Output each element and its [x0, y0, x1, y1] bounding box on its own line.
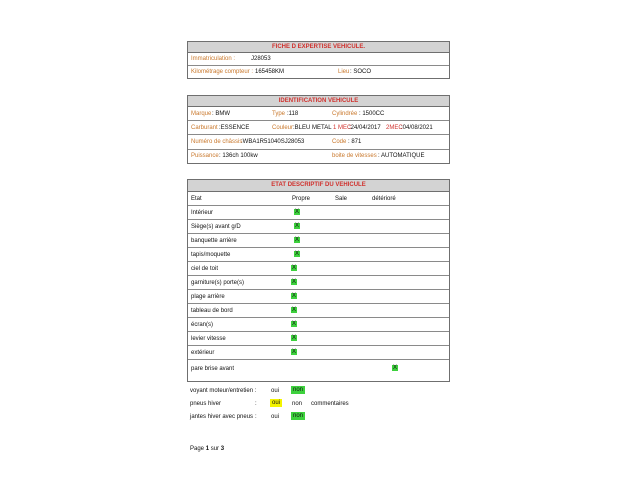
footer-page-num: 1: [205, 446, 210, 452]
table-row: [188, 206, 449, 220]
jantes-non: non: [293, 413, 304, 419]
propre-mark: X: [292, 293, 297, 299]
pneus-colon: :: [255, 401, 257, 407]
propre-mark: X: [292, 321, 297, 327]
table-row: [188, 290, 449, 304]
row-label: écran(s): [191, 322, 214, 328]
row-label: pare brise avant: [191, 366, 235, 372]
ident-row-puissance: [188, 150, 449, 163]
type-label: Type: [272, 111, 286, 117]
marque-value: : BMW: [212, 111, 230, 117]
jantes-label: jantes hiver avec pneus: [190, 414, 254, 420]
fiche-row-km: [188, 66, 449, 78]
row-label: tableau de bord: [191, 308, 233, 314]
voyant-label: voyant moteur/entretien :: [190, 388, 257, 394]
table-row: [188, 346, 449, 360]
propre-mark: X: [292, 335, 297, 341]
row-label: Intérieur: [191, 210, 214, 216]
ident-title: IDENTIFICATION VEHICULE: [278, 98, 359, 104]
table-row: [188, 360, 449, 379]
etat-descriptif-table: [187, 179, 450, 382]
row-label: ciel de toit: [191, 266, 219, 272]
row-label: levier vitesse: [191, 336, 226, 342]
header-propre: Propre: [292, 196, 311, 202]
jantes-oui: oui: [271, 414, 280, 420]
km-value: 165458KM: [255, 69, 285, 75]
ident-row-chassis: [188, 135, 449, 150]
mec2-value: :04/08/2021: [401, 125, 433, 131]
mec1-label: 1 MEC: [333, 125, 352, 131]
etat-title: ETAT DESCRIPTIF DU VEHICULE: [271, 182, 366, 188]
ident-title-row: [188, 96, 449, 107]
code-value: : 871: [348, 139, 362, 145]
row-label: Siège(s) avant g/D: [191, 224, 241, 230]
table-row: [188, 332, 449, 346]
footer-sur-word: sur: [210, 446, 220, 452]
pneus-oui: oui: [272, 400, 281, 406]
etat-title-row: [188, 180, 449, 192]
chassis-label: Numéro de châssis: [191, 139, 243, 145]
code-label: Code: [332, 139, 347, 145]
propre-mark: X: [292, 265, 297, 271]
couleur-label: Couleur: [272, 125, 294, 131]
lieu-label: Lieu: [338, 69, 350, 75]
row-label: tapis/moquette: [191, 252, 231, 258]
table-row: [188, 304, 449, 318]
table-row: [188, 248, 449, 262]
propre-mark: X: [295, 223, 300, 229]
carburant-label: Carburant: [191, 125, 218, 131]
ident-row-carburant: [188, 121, 449, 135]
mec2-label: 2MEC: [386, 125, 403, 131]
propre-mark: X: [295, 209, 300, 215]
type-value: :118: [287, 111, 299, 117]
row-label: plage arrière: [191, 294, 225, 300]
chassis-value: :WBA1R51040SJ28053: [241, 139, 305, 145]
propre-mark: X: [292, 279, 297, 285]
pneus-non: non: [292, 401, 303, 407]
ident-row-marque: [188, 107, 449, 121]
footer-page-word: Page: [190, 446, 205, 452]
pneus-label: pneus hiver: [190, 401, 222, 407]
fiche-expertise-table: [187, 41, 450, 79]
propre-mark: X: [292, 307, 297, 313]
header-etat: Etat: [191, 196, 202, 202]
deteriore-mark: X: [393, 365, 398, 371]
row-label: extérieur: [191, 350, 215, 356]
propre-mark: X: [295, 251, 300, 257]
commentaires-label: commentaires: [311, 401, 349, 407]
immat-label: Immatriculation :: [191, 56, 236, 62]
voyant-non: non: [293, 387, 304, 393]
header-deteriore: détérioré: [372, 196, 396, 202]
footer-page-total: 3: [220, 446, 225, 452]
jantes-colon: :: [255, 414, 257, 420]
fiche-title: FICHE D EXPERTISE VEHICULE.: [271, 44, 365, 50]
fiche-row-immat: [188, 53, 449, 66]
fiche-title-row: [188, 42, 449, 53]
propre-mark: X: [295, 237, 300, 243]
puissance-value: : 136ch 100kw: [219, 153, 258, 159]
lieu-value: : SOCO: [350, 69, 372, 75]
row-label: garniture(s) porte(s): [191, 280, 245, 286]
km-label: Kilométrage compteur :: [191, 69, 254, 75]
table-row: [188, 318, 449, 332]
row-label: banquette arrière: [191, 238, 237, 244]
mec1-value: :24/04/2017: [349, 125, 381, 131]
cylindree-value: : 1500CC: [359, 111, 385, 117]
cylindree-label: Cylindrée: [332, 111, 358, 117]
page-footer: [190, 446, 224, 452]
table-row: [188, 220, 449, 234]
table-row: [188, 234, 449, 248]
puissance-label: Puissance: [191, 153, 219, 159]
carburant-value: :ESSENCE: [219, 125, 250, 131]
header-sale: Sale: [335, 196, 348, 202]
etat-header-row: [188, 192, 449, 206]
immat-value: J28053: [251, 56, 271, 62]
propre-mark: X: [292, 349, 297, 355]
boite-value: : AUTOMATIQUE: [378, 153, 425, 159]
couleur-value: :BLEU METAL: [293, 125, 332, 131]
table-row: [188, 276, 449, 290]
marque-label: Marque: [191, 111, 212, 117]
voyant-oui: oui: [271, 388, 280, 394]
table-row: [188, 262, 449, 276]
boite-label: boite de vitesses: [332, 153, 377, 159]
identification-table: [187, 95, 450, 164]
